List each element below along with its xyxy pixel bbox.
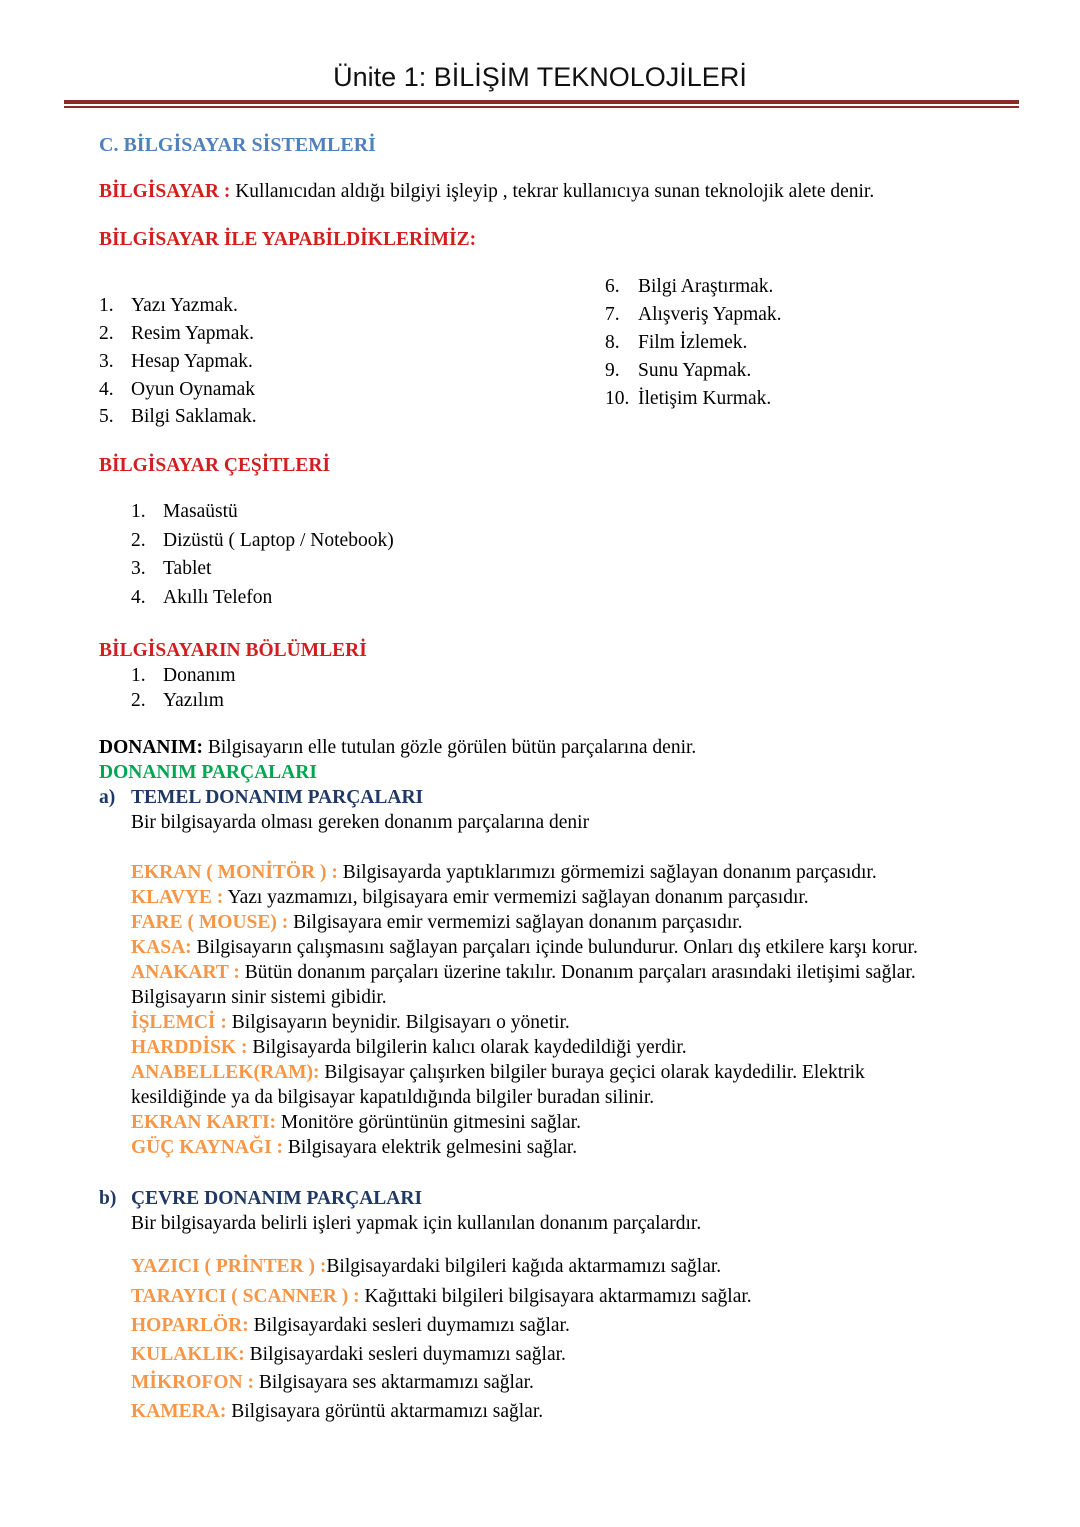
hardware-item-continued: Bilgisayarın sinir sistemi gibidir. (131, 987, 387, 1008)
parts-heading: BİLGİSAYARIN BÖLÜMLERİ (99, 640, 367, 661)
page-title: Ünite 1: BİLİŞİM TEKNOLOJİLERİ (333, 62, 747, 92)
list-item: 6. Bilgi Araştırmak. (605, 276, 774, 297)
peripheral-label: b) (99, 1188, 117, 1209)
hardware-item: KASA: Bilgisayarın çalışmasını sağlayan parçaları içinde bulundurur. Onları dış etkilere karşı korur. (131, 937, 918, 958)
peripheral-item: KAMERA: Bilgisayara görüntü aktarmamızı sağlar. (131, 1401, 544, 1422)
types-heading: BİLGİSAYAR ÇEŞİTLERİ (99, 455, 331, 476)
hardware-item: EKRAN ( MONİTÖR ) : Bilgisayarda yaptıklarımızı görmemizi sağlayan donanım parçasıdır. (131, 862, 877, 883)
peripheral-description: Bir bilgisayarda belirli işleri yapmak için kullanılan donanım parçalardır. (131, 1213, 702, 1234)
list-item: 5. Bilgi Saklamak. (99, 406, 257, 427)
hardware-item: ANABELLEK(RAM): Bilgisayar çalışırken bilgiler buraya geçici olarak kaydedilir. Elektrik (131, 1062, 865, 1083)
hardware-parts-heading: DONANIM PARÇALARI (99, 762, 317, 783)
list-item: 2. Resim Yapmak. (99, 323, 254, 344)
hardware-item: HARDDİSK : Bilgisayarda bilgilerin kalıcı olarak kaydedildiği yerdir. (131, 1037, 687, 1058)
list-item: 10. İletişim Kurmak. (605, 388, 772, 409)
hardware-item: FARE ( MOUSE) : Bilgisayara emir vermemizi sağlayan donanım parçasıdır. (131, 912, 743, 933)
hardware-item: GÜÇ KAYNAĞI : Bilgisayara elektrik gelmesini sağlar. (131, 1137, 578, 1158)
peripheral-item: YAZICI ( PRİNTER ) :Bilgisayardaki bilgileri kağıda aktarmamızı sağlar. (131, 1256, 722, 1277)
peripheral-item: TARAYICI ( SCANNER ) : Kağıttaki bilgileri bilgisayara aktarmamızı sağlar. (131, 1286, 752, 1307)
hardware-definition: DONANIM: Bilgisayarın elle tutulan gözle görülen bütün parçalarına denir. (99, 737, 697, 758)
uses-heading: BİLGİSAYAR İLE YAPABİLDİKLERİMİZ: (99, 229, 477, 250)
peripheral-item: KULAKLIK: Bilgisayardaki sesleri duymamızı sağlar. (131, 1344, 566, 1365)
list-item: 1. Donanım (131, 665, 236, 686)
basic-heading: TEMEL DONANIM PARÇALARI (131, 787, 424, 808)
list-item: 1. Yazı Yazmak. (99, 295, 238, 316)
list-item: 2. Dizüstü ( Laptop / Notebook) (131, 530, 394, 551)
list-item: 4. Akıllı Telefon (131, 587, 273, 608)
list-item: 8. Film İzlemek. (605, 332, 748, 353)
peripheral-item: HOPARLÖR: Bilgisayardaki sesleri duymamızı sağlar. (131, 1315, 570, 1336)
definition-term: BİLGİSAYAR : (99, 181, 231, 202)
peripheral-item: MİKROFON : Bilgisayara ses aktarmamızı sağlar. (131, 1372, 534, 1393)
hardware-item: ANAKART : Bütün donanım parçaları üzerine takılır. Donanım parçaları arasındaki iletişimi sağlar. (131, 962, 916, 983)
basic-label: a) (99, 787, 116, 808)
definition-text: Kullanıcıdan aldığı bilgiyi işleyip , tekrar kullanıcıya sunan teknolojik alete denir. (230, 181, 875, 202)
list-item: 7. Alışveriş Yapmak. (605, 304, 782, 325)
list-item: 3. Hesap Yapmak. (99, 351, 253, 372)
list-item: 1. Masaüstü (131, 501, 238, 522)
basic-description: Bir bilgisayarda olması gereken donanım parçalarına denir (131, 812, 590, 833)
header-rule-thick (64, 100, 1019, 104)
list-item: 4. Oyun Oynamak (99, 379, 256, 400)
section-title: C. BİLGİSAYAR SİSTEMLERİ (99, 134, 376, 156)
header-rule-thin (64, 106, 1019, 108)
hardware-item: KLAVYE : Yazı yazmamızı, bilgisayara emir vermemizi sağlayan donanım parçasıdır. (131, 887, 809, 908)
computer-definition (99, 181, 874, 203)
hardware-item-continued: kesildiğinde ya da bilgisayar kapatıldığında bilgiler buradan silinir. (131, 1087, 655, 1108)
hardware-item: EKRAN KARTI: Monitöre görüntünün gitmesini sağlar. (131, 1112, 581, 1133)
list-item: 2. Yazılım (131, 690, 224, 711)
peripheral-heading: ÇEVRE DONANIM PARÇALARI (131, 1188, 423, 1209)
hardware-item: İŞLEMCİ : Bilgisayarın beynidir. Bilgisayarı o yönetir. (131, 1012, 570, 1033)
list-item: 9. Sunu Yapmak. (605, 360, 752, 381)
list-item: 3. Tablet (131, 558, 212, 579)
